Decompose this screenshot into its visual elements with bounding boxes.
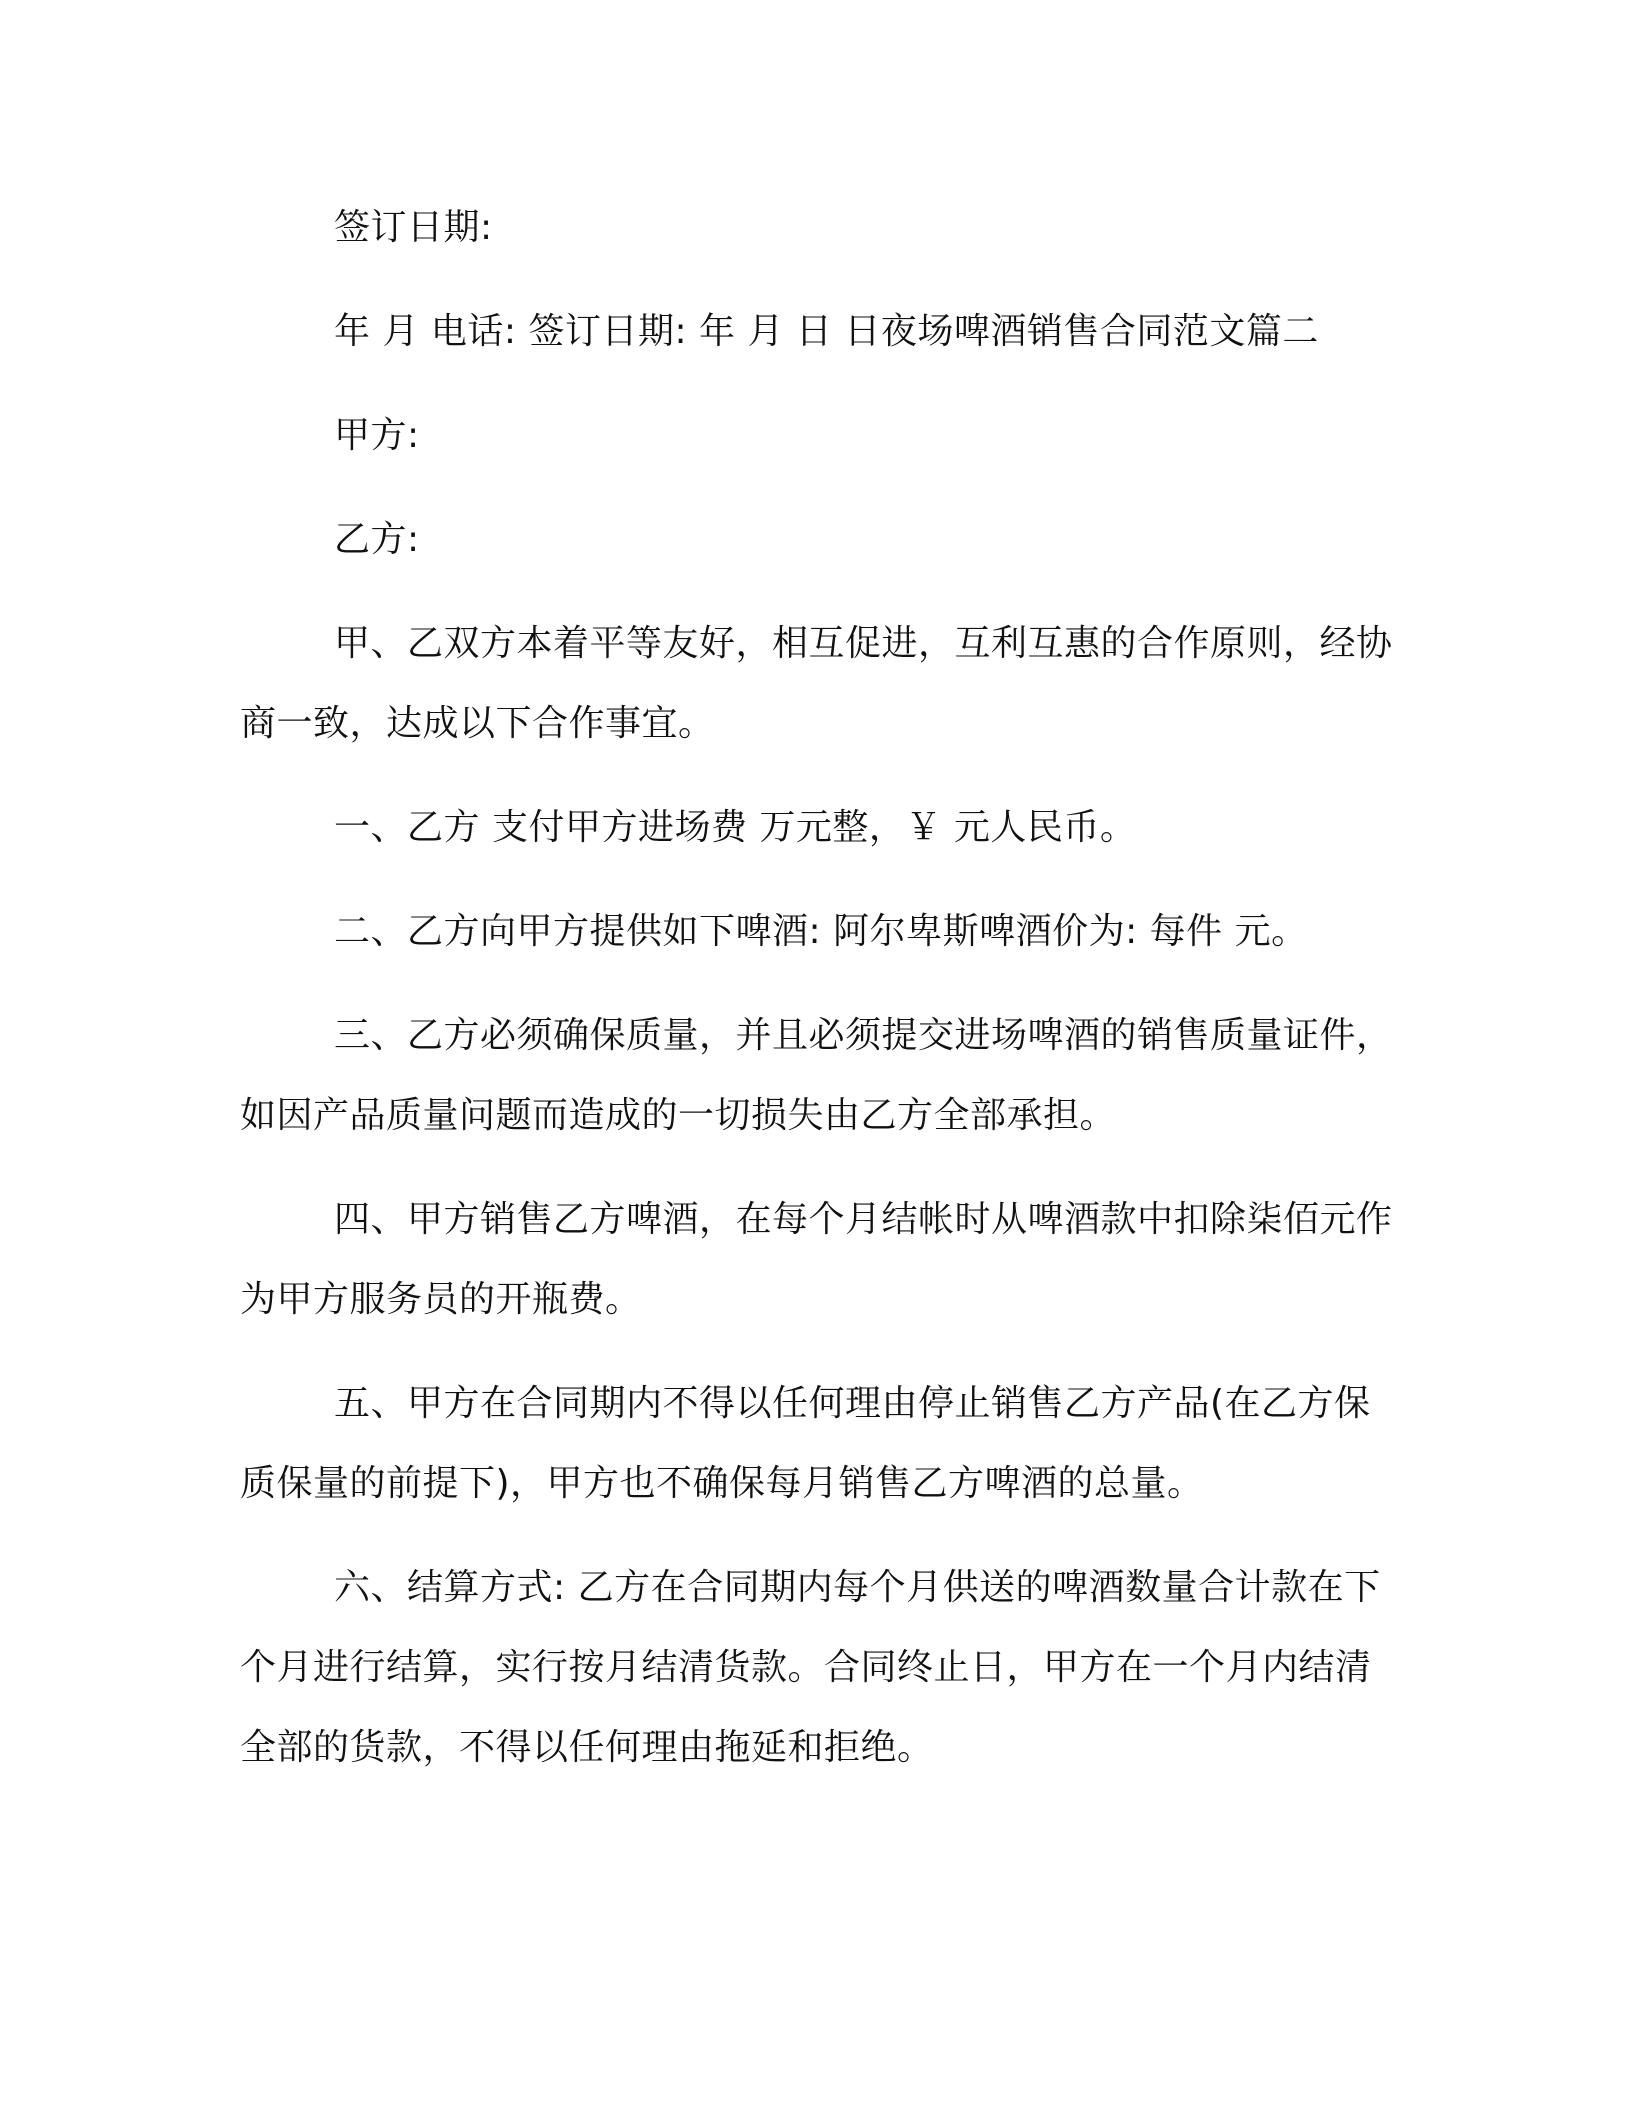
paragraph-party-a: 甲方:	[334, 415, 420, 456]
document-body	[240, 188, 1400, 1812]
paragraph-clause-2: 二、乙方向甲方提供如下啤酒: 阿尔卑斯啤酒价为: 每件 元。	[334, 911, 1308, 952]
paragraph-clause-1: 一、乙方 支付甲方进场费 万元整，￥ 元人民币。	[334, 807, 1137, 848]
paragraph-clause-6: 六、结算方式: 乙方在合同期内每个月供送的啤酒数量合计款在下个月进行结算，实行按月结清货款。合同终止日，甲方在一个月内结清全部的货款，不得以任何理由拖延和拒绝。	[240, 1567, 1381, 1768]
paragraph-preamble: 甲、乙双方本着平等友好，相互促进，互利互惠的合作原则，经协商一致，达成以下合作事宜。	[240, 623, 1393, 744]
paragraph-clause-3: 三、乙方必须确保质量，并且必须提交进场啤酒的销售质量证件，如因产品质量问题而造成的一切损失由乙方全部承担。	[240, 1015, 1393, 1136]
paragraph-party-b: 乙方:	[334, 519, 420, 560]
paragraph-clause-4: 四、甲方销售乙方啤酒，在每个月结帐时从啤酒款中扣除柒佰元作为甲方服务员的开瓶费。	[240, 1199, 1393, 1320]
paragraph-date-phone-title: 年 月 电话: 签订日期: 年 月 日 日夜场啤酒销售合同范文篇二	[334, 311, 1319, 352]
paragraph-signing-date: 签订日期:	[334, 207, 493, 248]
paragraph-clause-5: 五、甲方在合同期内不得以任何理由停止销售乙方产品(在乙方保质保量的前提下)，甲方也不确保每月销售乙方啤酒的总量。	[240, 1383, 1371, 1504]
